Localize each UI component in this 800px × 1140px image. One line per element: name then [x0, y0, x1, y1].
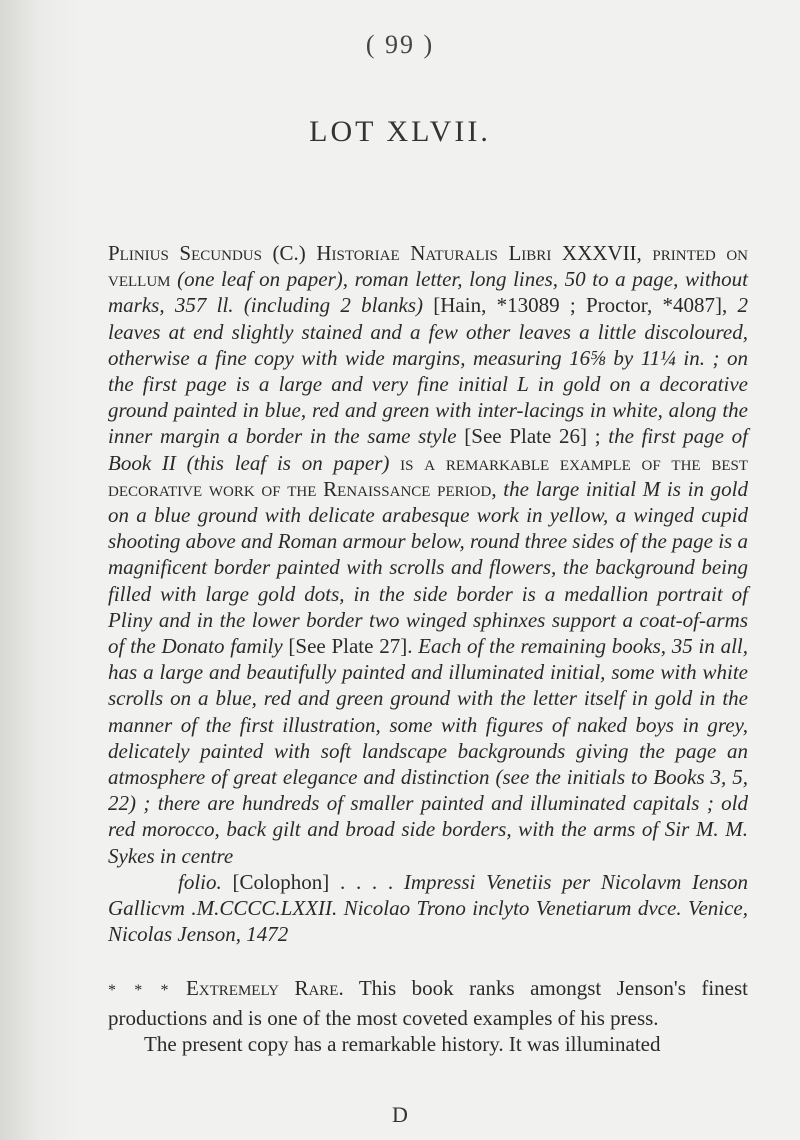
page-number: ( 99 )	[365, 30, 435, 59]
rarity-text: This book ranks amongst Jenson's finest productions and is one of the most coveted examples of his press.	[108, 976, 749, 1030]
printed-on-vellum: printed on vellum	[108, 241, 749, 292]
history-paragraph: The present copy has a remarkable history. It was illuminated	[144, 1031, 661, 1056]
plate-reference-26: [See Plate 26] ;	[456, 424, 609, 449]
rarity-note	[108, 975, 748, 1030]
description-part-2: 2 leaves at end slightly stained and a few other leaves a little discoloured, otherwise a fine copy with wide margins, measuring 16⅝ by 11¼ in. ; on the first page is a large and very fine initial L in gold on a decorative ground painted in blue, red and green with inter-lacings in white, along the inner margin a border in the same style	[108, 293, 748, 449]
plate-reference-27: [See Plate 27].	[282, 634, 419, 659]
rarity-label: Extremely Rare.	[185, 976, 344, 1001]
entry-paragraph	[108, 240, 748, 869]
entry-title: Plinius Secundus (C.) Historiae Naturalis Libri XXXVII,	[108, 241, 642, 265]
lot-description	[108, 240, 748, 1057]
colophon-text: Impressi Venetiis per Nicolavm Ienson Gallicvm .M.CCCC.LXXII. Nicolao Trono inclyto Venetiarum dvce. Venice, Nicolas Jenson, 1472	[108, 869, 749, 947]
colophon-label: [Colophon] . . . .	[221, 869, 404, 894]
description-part-5: Each of the remaining books, 35 in all, has a large and beautifully painted and illuminated initial, some with white scrolls on a blue, red and green ground with the letter itself in gold in the manner of the first illustration, some with figures of naked boys in grey, delicately painted with soft landscape backgrounds giving the page an atmosphere of great elegance and distinction (see the initials to Books 3, 5, 22) ; there are hundreds of smaller painted and illuminated capitals ; old red morocco, back gilt and broad side borders, with the arms of Sir M. M. Sykes in centre	[108, 634, 748, 868]
bibliographic-references: [Hain, *13089 ; Proctor, *4087],	[423, 293, 738, 318]
description-part-1: (one leaf on paper), roman letter, long lines, 50 to a page, without marks, 357 ll. (including 2 blanks)	[108, 267, 748, 318]
description-part-4: the large initial M is in gold on a blue ground with delicate arabesque work in yellow, a winged cupid shooting above and Roman armour below, round three sides of the page is a magnificent border painted with scrolls and flowers, the background being filled with large gold dots, in the side border is a medallion portrait of Pliny and in the lower border two winged sphinxes support a coat-of-arms of the Donato family	[108, 476, 749, 659]
remarkable-note: is a remarkable example of the best decorative work of the Renaissance period,	[108, 450, 748, 501]
lot-heading: LOT XLVII.	[309, 115, 491, 148]
colophon-paragraph	[108, 869, 748, 948]
description-part-3: the first page of Book II (this leaf is on paper)	[108, 424, 748, 475]
format: folio.	[178, 869, 222, 894]
signature-mark: D	[392, 1102, 408, 1127]
asterism: * * *	[108, 982, 171, 1000]
